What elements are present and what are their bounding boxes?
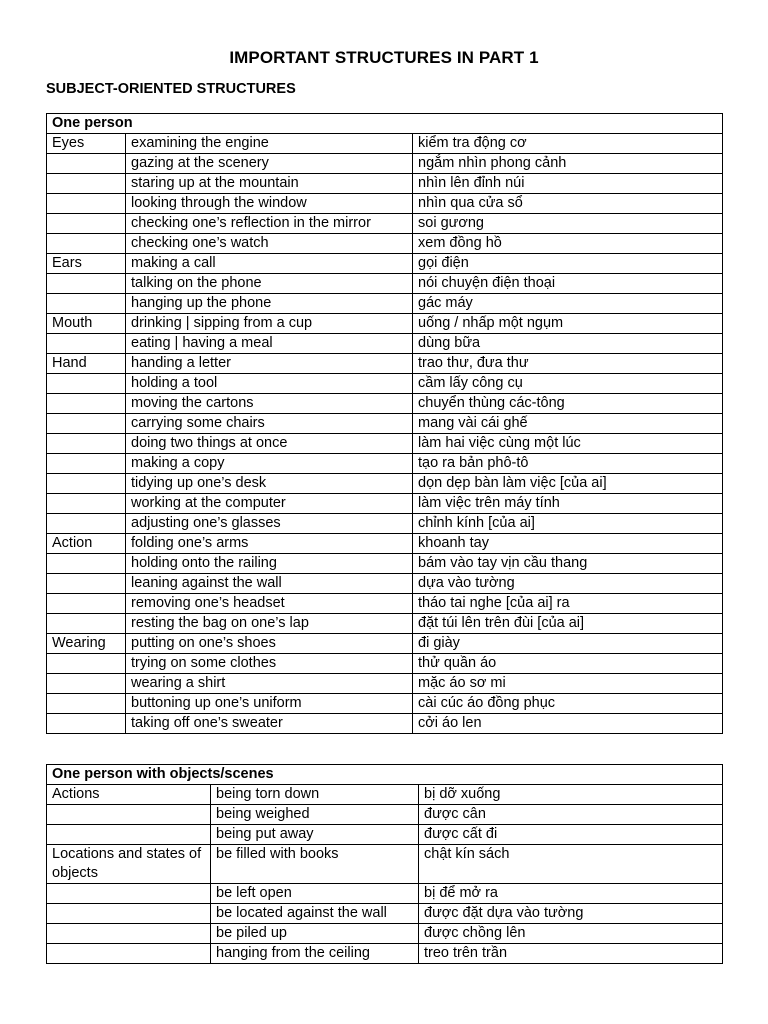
vietnamese-cell: cởi áo len [413,714,723,734]
table-row [47,314,723,334]
vietnamese-cell: kiểm tra động cơ [413,134,723,154]
category-cell [47,154,126,174]
vietnamese-cell: mang vài cái ghế [413,414,723,434]
table-row [47,614,723,634]
english-cell: putting on one’s shoes [126,634,413,654]
table-row [47,334,723,354]
english-cell: drinking | sipping from a cup [126,314,413,334]
english-cell: making a call [126,254,413,274]
category-cell: Hand [47,354,126,374]
english-cell: be filled with books [211,845,419,884]
category-cell: Locations and states of objects [47,845,211,884]
vietnamese-cell: dọn dẹp bàn làm việc [của ai] [413,474,723,494]
table-row [47,694,723,714]
table-row [47,394,723,414]
english-cell: gazing at the scenery [126,154,413,174]
vietnamese-cell: trao thư, đưa thư [413,354,723,374]
english-cell: making a copy [126,454,413,474]
table-row [47,785,723,805]
table-row [47,214,723,234]
category-cell [47,434,126,454]
table-row [47,534,723,554]
category-cell [47,714,126,734]
category-cell [47,805,211,825]
category-cell [47,825,211,845]
vietnamese-cell: tạo ra bản phô-tô [413,454,723,474]
vietnamese-cell: cầm lấy công cụ [413,374,723,394]
table-row [47,274,723,294]
english-cell: be left open [211,884,419,904]
english-cell: moving the cartons [126,394,413,414]
english-cell: checking one’s watch [126,234,413,254]
vietnamese-cell: mặc áo sơ mi [413,674,723,694]
vietnamese-cell: treo trên trần [419,944,723,964]
table-row [47,194,723,214]
vietnamese-cell: xem đồng hồ [413,234,723,254]
english-cell: hanging from the ceiling [211,944,419,964]
table-header: One person with objects/scenes [47,765,723,785]
table-row [47,354,723,374]
category-cell: Ears [47,254,126,274]
vietnamese-cell: đặt túi lên trên đùi [của ai] [413,614,723,634]
table-row [47,825,723,845]
table-header: One person [47,114,723,134]
vietnamese-cell: thử quần áo [413,654,723,674]
english-cell: removing one’s headset [126,594,413,614]
vietnamese-cell: nhìn qua cửa sổ [413,194,723,214]
category-cell [47,274,126,294]
table-row [47,234,723,254]
table-row [47,845,723,884]
english-cell: be piled up [211,924,419,944]
vietnamese-cell: nói chuyện điện thoại [413,274,723,294]
english-cell: talking on the phone [126,274,413,294]
table-row [47,374,723,394]
table-row [47,654,723,674]
table-row [47,594,723,614]
english-cell: being put away [211,825,419,845]
english-cell: being torn down [211,785,419,805]
english-cell: be located against the wall [211,904,419,924]
vietnamese-cell: uống / nhấp một ngụm [413,314,723,334]
vietnamese-cell: được cân [419,805,723,825]
vietnamese-cell: bị dỡ xuống [419,785,723,805]
vietnamese-cell: chỉnh kính [của ai] [413,514,723,534]
category-cell [47,414,126,434]
english-cell: trying on some clothes [126,654,413,674]
table-row [47,904,723,924]
english-cell: leaning against the wall [126,574,413,594]
english-cell: working at the computer [126,494,413,514]
category-cell [47,234,126,254]
vietnamese-cell: làm việc trên máy tính [413,494,723,514]
table-row [47,154,723,174]
vietnamese-cell: chật kín sách [419,845,723,884]
section-heading: SUBJECT-ORIENTED STRUCTURES [46,81,296,97]
category-cell: Actions [47,785,211,805]
vietnamese-cell: tháo tai nghe [của ai] ra [413,594,723,614]
table-row [47,474,723,494]
category-cell [47,574,126,594]
table-row [47,714,723,734]
english-cell: staring up at the mountain [126,174,413,194]
category-cell [47,654,126,674]
table-row [47,434,723,454]
table-row [47,805,723,825]
vietnamese-cell: gác máy [413,294,723,314]
category-cell [47,514,126,534]
category-cell [47,674,126,694]
objects-scenes-table [46,764,723,964]
vietnamese-cell: khoanh tay [413,534,723,554]
table-row [47,884,723,904]
category-cell [47,614,126,634]
english-cell: folding one’s arms [126,534,413,554]
english-cell: holding onto the railing [126,554,413,574]
table-row [47,634,723,654]
table-row [47,924,723,944]
table-row [47,174,723,194]
category-cell [47,554,126,574]
table-row [47,454,723,474]
english-cell: holding a tool [126,374,413,394]
table-row [47,134,723,154]
category-cell [47,904,211,924]
category-cell: Action [47,534,126,554]
one-person-table [46,113,723,734]
english-cell: eating | having a meal [126,334,413,354]
vietnamese-cell: dùng bữa [413,334,723,354]
category-cell [47,944,211,964]
vietnamese-cell: cài cúc áo đồng phục [413,694,723,714]
category-cell [47,174,126,194]
english-cell: being weighed [211,805,419,825]
category-cell [47,694,126,714]
vietnamese-cell: dựa vào tường [413,574,723,594]
table-row [47,514,723,534]
category-cell [47,594,126,614]
english-cell: carrying some chairs [126,414,413,434]
vietnamese-cell: được đặt dựa vào tường [419,904,723,924]
english-cell: doing two things at once [126,434,413,454]
category-cell [47,924,211,944]
english-cell: hanging up the phone [126,294,413,314]
vietnamese-cell: gọi điện [413,254,723,274]
english-cell: tidying up one’s desk [126,474,413,494]
table-row [47,574,723,594]
vietnamese-cell: nhìn lên đỉnh núi [413,174,723,194]
vietnamese-cell: bám vào tay vịn cầu thang [413,554,723,574]
vietnamese-cell: ngắm nhìn phong cảnh [413,154,723,174]
vietnamese-cell: làm hai việc cùng một lúc [413,434,723,454]
vietnamese-cell: đi giày [413,634,723,654]
category-cell: Eyes [47,134,126,154]
category-cell: Mouth [47,314,126,334]
vietnamese-cell: bị để mở ra [419,884,723,904]
category-cell [47,194,126,214]
category-cell [47,294,126,314]
english-cell: resting the bag on one’s lap [126,614,413,634]
category-cell [47,214,126,234]
english-cell: checking one’s reflection in the mirror [126,214,413,234]
vietnamese-cell: được cất đi [419,825,723,845]
table-row [47,294,723,314]
english-cell: wearing a shirt [126,674,413,694]
english-cell: examining the engine [126,134,413,154]
category-cell [47,454,126,474]
vietnamese-cell: được chồng lên [419,924,723,944]
table-row [47,494,723,514]
category-cell [47,394,126,414]
english-cell: taking off one’s sweater [126,714,413,734]
english-cell: handing a letter [126,354,413,374]
table-row [47,554,723,574]
category-cell [47,374,126,394]
vietnamese-cell: soi gương [413,214,723,234]
category-cell [47,494,126,514]
table-row [47,254,723,274]
category-cell: Wearing [47,634,126,654]
english-cell: adjusting one’s glasses [126,514,413,534]
table-row [47,414,723,434]
table-row [47,674,723,694]
category-cell [47,474,126,494]
english-cell: looking through the window [126,194,413,214]
english-cell: buttoning up one’s uniform [126,694,413,714]
page-title: IMPORTANT STRUCTURES IN PART 1 [229,48,539,67]
category-cell [47,884,211,904]
table-row [47,944,723,964]
vietnamese-cell: chuyển thùng các-tông [413,394,723,414]
category-cell [47,334,126,354]
